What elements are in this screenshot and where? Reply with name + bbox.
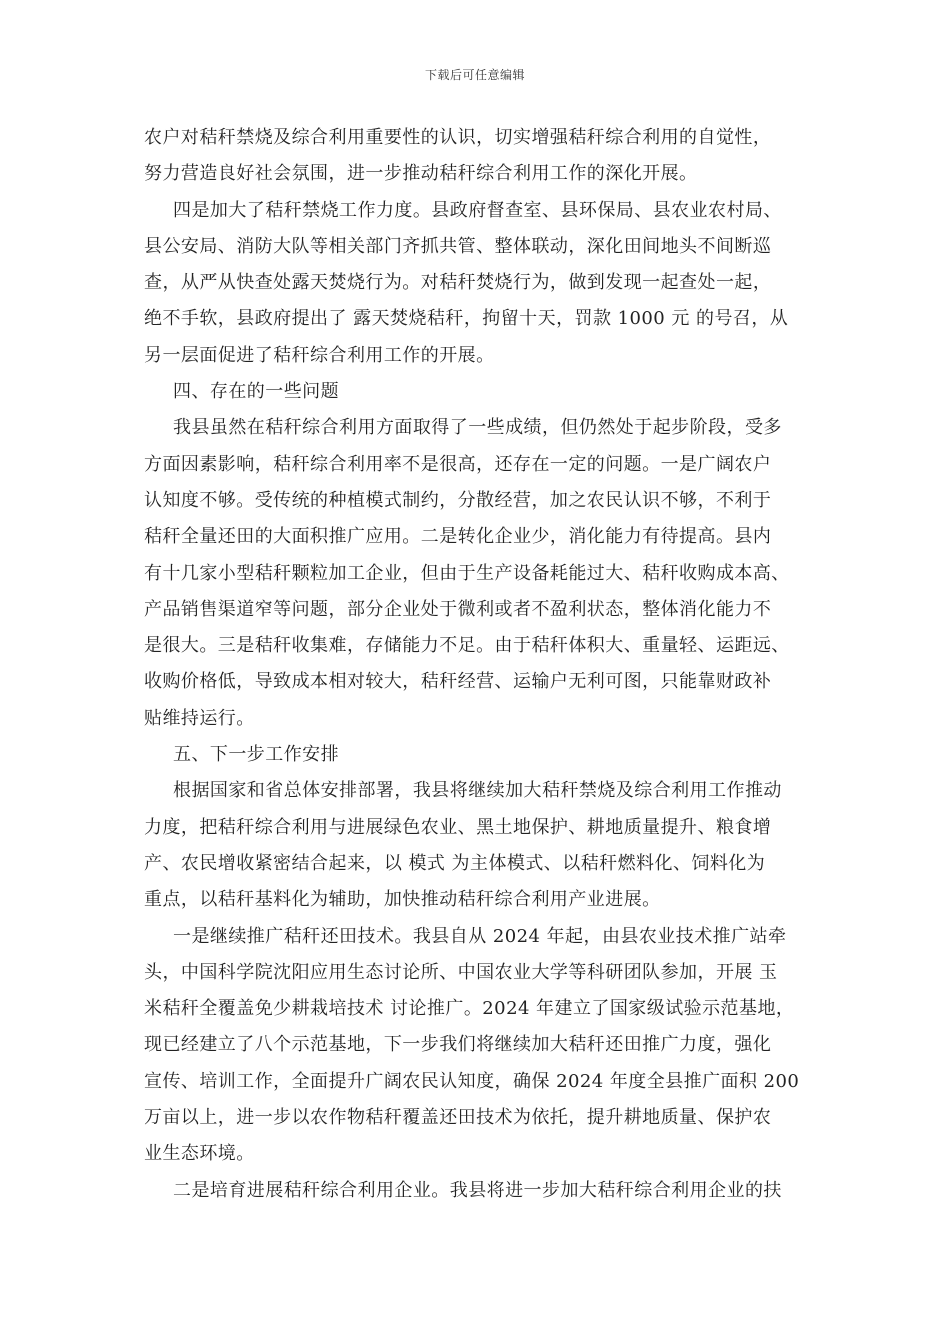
- text-line: 有十几家小型秸秆颗粒加工企业，但由于生产设备耗能过大、秸秆收购成本高、: [144, 562, 790, 584]
- text-line: 宣传、培训工作，全面提升广阔农民认知度，确保 2024 年度全县推广面积 200: [144, 1070, 800, 1092]
- paragraph-start-line: 二是培育进展秸秆综合利用企业。我县将进一步加大秸秆综合利用企业的扶: [173, 1179, 782, 1201]
- paragraph-start-line: 四是加大了秸秆禁烧工作力度。县政府督查室、县环保局、县农业农村局、: [173, 199, 782, 221]
- text-line: 秸秆全量还田的大面积推广应用。二是转化企业少，消化能力有待提高。县内: [144, 526, 772, 548]
- page-header-note: 下载后可任意编辑: [424, 68, 525, 82]
- text-line: 是很大。三是秸秆收集难，存储能力不足。由于秸秆体积大、重量轻、运距远、: [144, 635, 790, 657]
- text-line: 另一层面促进了秸秆综合利用工作的开展。: [144, 344, 495, 366]
- text-line: 收购价格低，导致成本相对较大，秸秆经营、运输户无利可图，只能靠财政补: [144, 671, 772, 693]
- text-line: 头，中国科学院沈阳应用生态讨论所、中国农业大学等科研团队参加，开展 玉: [144, 961, 778, 983]
- section-heading: 五、下一步工作安排: [173, 744, 340, 766]
- text-line: 绝不手软，县政府提出了 露天焚烧秸秆，拘留十天，罚款 1000 元 的号召，从: [144, 308, 789, 330]
- text-line: 产品销售渠道窄等问题，部分企业处于微利或者不盈利状态，整体消化能力不: [144, 598, 772, 620]
- text-line: 县公安局、消防大队等相关部门齐抓共管、整体联动，深化田间地头不间断巡: [144, 235, 772, 257]
- document-body: [144, 120, 808, 1209]
- text-line: 业生态环境。: [144, 1143, 255, 1165]
- text-line: 认知度不够。受传统的种植模式制约，分散经营，加之农民认识不够，不利于: [144, 489, 772, 511]
- paragraph-start-line: 一是继续推广秸秆还田技术。我县自从 2024 年起，由县农业技术推广站牵: [173, 925, 787, 947]
- paragraph-start-line: 我县虽然在秸秆综合利用方面取得了一些成绩，但仍然处于起步阶段，受多: [173, 417, 782, 439]
- text-line: 产、农民增收紧密结合起来，以 模式 为主体模式、以秸秆燃料化、饲料化为: [144, 852, 766, 874]
- text-line: 贴维持运行。: [144, 707, 255, 729]
- text-line: 重点，以秸秆基料化为辅助，加快推动秸秆综合利用产业进展。: [144, 889, 661, 911]
- text-line: 方面因素影响，秸秆综合利用率不是很高，还存在一定的问题。一是广阔农户: [144, 453, 772, 475]
- text-line: 万亩以上，进一步以农作物秸秆覆盖还田技术为依托，提升耕地质量、保护农: [144, 1107, 772, 1129]
- text-line: 努力营造良好社会氛围，进一步推动秸秆综合利用工作的深化开展。: [144, 163, 698, 185]
- paragraph-start-line: 根据国家和省总体安排部署，我县将继续加大秸秆禁烧及综合利用工作推动: [173, 780, 782, 802]
- text-line: 力度，把秸秆综合利用与进展绿色农业、黑土地保护、耕地质量提升、粮食增: [144, 816, 772, 838]
- text-line: 现已经建立了八个示范基地，下一步我们将继续加大秸秆还田推广力度，强化: [144, 1034, 772, 1056]
- text-line: 米秸秆全覆盖免少耕栽培技术 讨论推广。2024 年建立了国家级试验示范基地，: [144, 998, 795, 1020]
- text-line: 查，从严从快查处露天焚烧行为。对秸秆焚烧行为，做到发现一起查处一起，: [144, 272, 772, 294]
- section-heading: 四、存在的一些问题: [173, 381, 340, 403]
- text-line: 农户对秸秆禁烧及综合利用重要性的认识，切实增强秸秆综合利用的自觉性，: [144, 127, 772, 148]
